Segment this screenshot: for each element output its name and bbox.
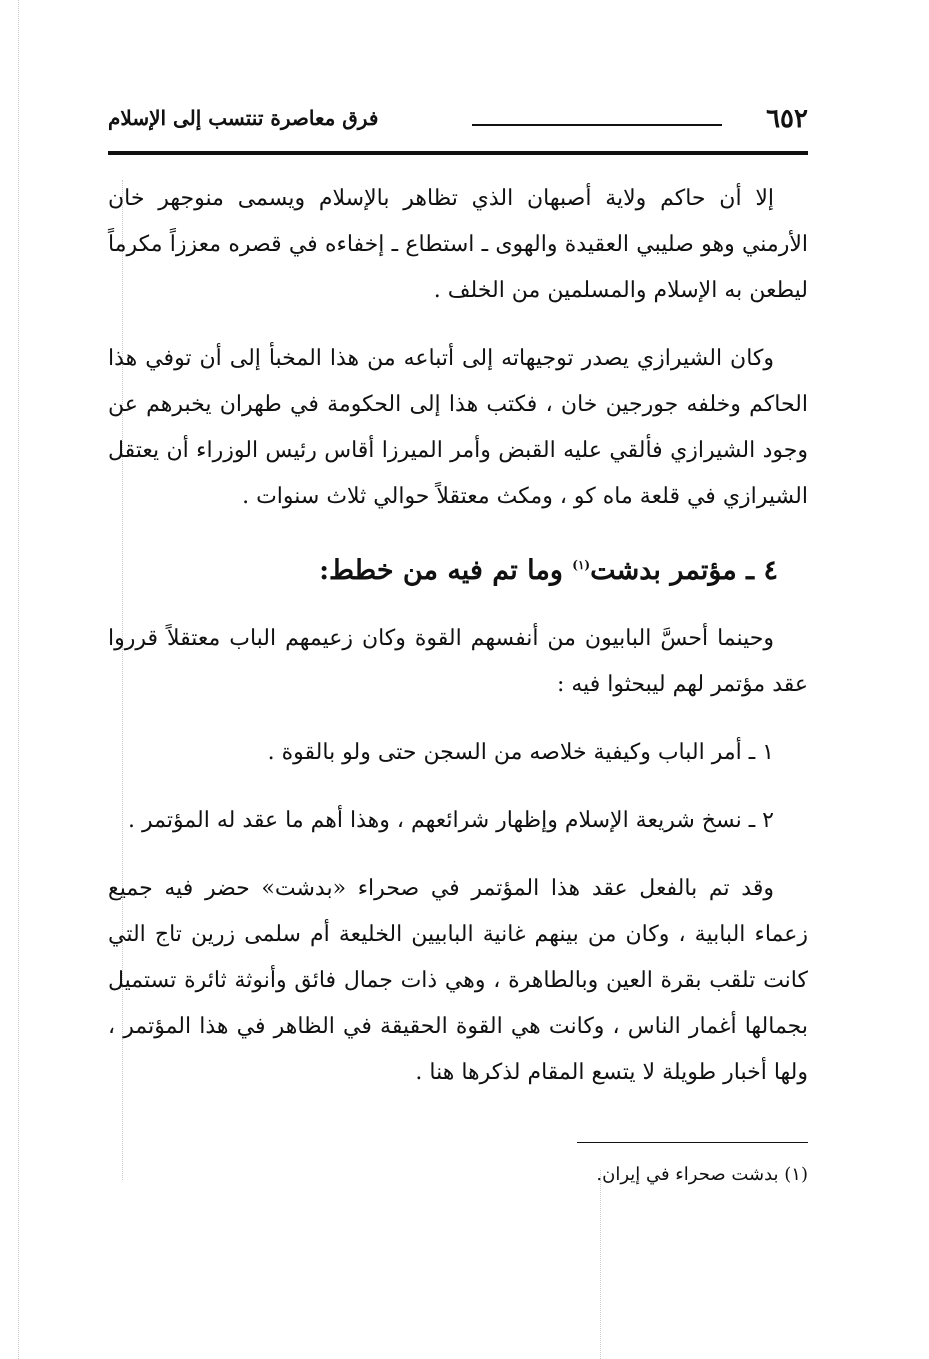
section-heading-text: ٤ ـ مؤتمر بدشت xyxy=(590,555,778,586)
footnote-separator xyxy=(577,1142,808,1143)
list-item: ١ ـ أمر الباب وكيفية خلاصه من السجن حتى ولو بالقوة . xyxy=(267,740,774,765)
scan-guide-line xyxy=(600,1170,601,1359)
paragraph: وحينما أحسَّ البابيون من أنفسهم القوة وكان زعيمهم الباب معتقلاً قرروا عقد مؤتمر لهم ليبحثوا فيه : xyxy=(108,626,808,697)
page-number: ٦٥٢ xyxy=(766,104,808,134)
page-header xyxy=(108,104,808,148)
running-title: فرق معاصرة تنتسب إلى الإسلام xyxy=(108,106,379,130)
section-heading xyxy=(108,542,808,594)
footnote: (١) بدشت صحراء في إيران. xyxy=(596,1164,808,1185)
paragraph: إلا أن حاكم ولاية أصبهان الذي تظاهر بالإسلام ويسمى منوجهر خان الأرمني وهو صليبي العقيدة والهوى ـ استطاع ـ إخفاءه في قصره معززاً مكرماً ليطعن به الإسلام والمسلمين من الخلف . xyxy=(108,186,808,303)
paragraph: وقد تم بالفعل عقد هذا المؤتمر في صحراء «بدشت» حضر فيه جميع زعماء البابية ، وكان من بينهم غانية البابيين الخليعة أم سلمى زرين تاج التي كانت تلقب بقرة العين وبالطاهرة ، وهي ذات جمال فائق وأنوثة ثائرة تستميل بجمالها أغمار الناس ، وكانت هي القوة الحقيقة في الظاهر في هذا المؤتمر ، ولها أخبار طويلة لا يتسع المقام لذكرها هنا . xyxy=(108,876,808,1085)
header-dash-line xyxy=(472,124,722,126)
section-heading-text: وما تم فيه من خطط: xyxy=(319,555,573,586)
main-text xyxy=(108,176,808,1118)
header-rule xyxy=(108,151,808,155)
list-item: ٢ ـ نسخ شريعة الإسلام وإظهار شرائعهم ، وهذا أهم ما عقد له المؤتمر . xyxy=(128,808,774,833)
footnote-reference: (١) xyxy=(572,558,591,572)
paragraph: وكان الشيرازي يصدر توجيهاته إلى أتباعه من هذا المخبأ إلى أن توفي هذا الحاكم وخلفه جورجين خان ، فكتب هذا إلى الحكومة في طهران يخبرهم عن وجود الشيرازي فألقي عليه القبض وأمر الميرزا أقاس رئيس الوزراء أن يعتقل الشيرازي في قلعة ماه كو ، ومكث معتقلاً حوالي ثلاث سنوات . xyxy=(108,346,808,509)
scan-guide-line xyxy=(18,0,19,1359)
